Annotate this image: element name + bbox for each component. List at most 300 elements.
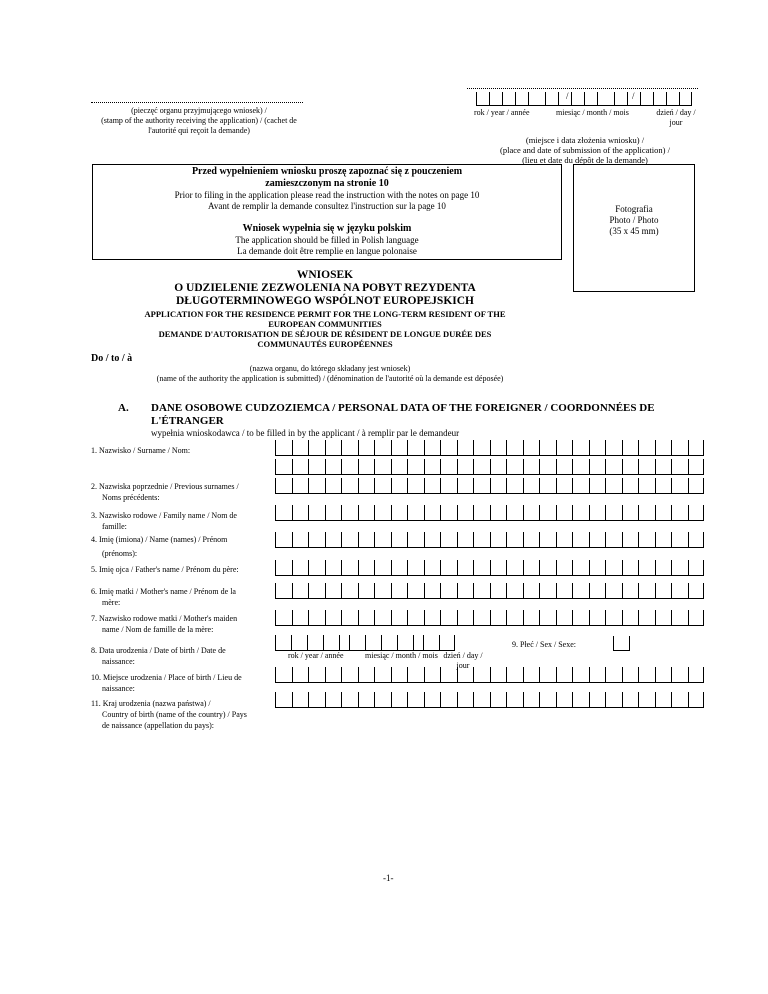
char-cell[interactable]	[424, 440, 441, 456]
char-cell[interactable]	[391, 583, 408, 599]
char-cell[interactable]	[523, 440, 540, 456]
char-cell[interactable]	[688, 692, 705, 708]
char-cell[interactable]	[506, 505, 523, 521]
sex-input[interactable]	[613, 636, 630, 651]
char-cell[interactable]	[688, 532, 705, 548]
char-cell[interactable]	[688, 459, 705, 475]
char-cell[interactable]	[308, 478, 325, 494]
char-cell[interactable]	[556, 505, 573, 521]
char-cell[interactable]	[292, 692, 309, 708]
char-cell[interactable]	[589, 610, 606, 626]
char-cell[interactable]	[308, 560, 325, 576]
char-cell[interactable]	[424, 692, 441, 708]
date-cell[interactable]	[307, 635, 323, 651]
char-cell[interactable]	[572, 440, 589, 456]
char-cell[interactable]	[589, 478, 606, 494]
char-cell[interactable]	[292, 459, 309, 475]
char-cell[interactable]	[308, 610, 325, 626]
char-cell[interactable]	[292, 583, 309, 599]
char-cell[interactable]	[358, 478, 375, 494]
char-cell[interactable]	[275, 532, 292, 548]
char-cell[interactable]	[622, 583, 639, 599]
char-cell[interactable]	[473, 532, 490, 548]
language-notice-en: The application should be filled in Polish language	[235, 235, 419, 245]
char-cell[interactable]	[490, 560, 507, 576]
char-cell[interactable]	[638, 610, 655, 626]
char-cell[interactable]	[688, 505, 705, 521]
char-cell[interactable]	[440, 532, 457, 548]
char-cell[interactable]	[523, 692, 540, 708]
surname-cells-2[interactable]	[275, 459, 704, 475]
char-cell[interactable]	[572, 532, 589, 548]
char-cell[interactable]	[523, 667, 540, 683]
char-cell[interactable]	[688, 560, 705, 576]
char-cell[interactable]	[605, 440, 622, 456]
char-cell[interactable]	[341, 692, 358, 708]
char-cell[interactable]	[407, 667, 424, 683]
section-a-heading-2: L'ÉTRANGER	[151, 415, 224, 427]
char-cell[interactable]	[325, 440, 342, 456]
char-cell[interactable]	[523, 505, 540, 521]
char-cell[interactable]	[556, 667, 573, 683]
char-cell[interactable]	[341, 610, 358, 626]
char-cell[interactable]	[589, 583, 606, 599]
char-cell[interactable]	[391, 459, 408, 475]
char-cell[interactable]	[655, 560, 672, 576]
char-cell[interactable]	[440, 505, 457, 521]
char-cell[interactable]	[572, 610, 589, 626]
char-cell[interactable]	[671, 478, 688, 494]
char-cell[interactable]	[457, 532, 474, 548]
char-cell[interactable]	[523, 583, 540, 599]
char-cell[interactable]	[457, 505, 474, 521]
char-cell[interactable]	[622, 440, 639, 456]
char-cell[interactable]	[325, 505, 342, 521]
char-cell[interactable]	[308, 440, 325, 456]
char-cell[interactable]	[556, 692, 573, 708]
char-cell[interactable]	[490, 583, 507, 599]
char-cell[interactable]	[473, 459, 490, 475]
char-cell[interactable]	[473, 478, 490, 494]
char-cell[interactable]	[605, 610, 622, 626]
char-cell[interactable]	[457, 560, 474, 576]
char-cell[interactable]	[391, 505, 408, 521]
char-cell[interactable]	[424, 505, 441, 521]
char-cell[interactable]	[572, 692, 589, 708]
char-cell[interactable]	[506, 692, 523, 708]
char-cell[interactable]	[556, 459, 573, 475]
char-cell[interactable]	[374, 583, 391, 599]
char-cell[interactable]	[325, 692, 342, 708]
stamp-caption	[88, 106, 310, 136]
char-cell[interactable]	[374, 532, 391, 548]
char-cell[interactable]	[572, 459, 589, 475]
char-cell[interactable]	[572, 667, 589, 683]
char-cell[interactable]	[358, 583, 375, 599]
char-cell[interactable]	[358, 667, 375, 683]
char-cell[interactable]	[605, 532, 622, 548]
char-cell[interactable]	[490, 532, 507, 548]
char-cell[interactable]	[638, 692, 655, 708]
char-cell[interactable]	[457, 440, 474, 456]
char-cell[interactable]	[671, 560, 688, 576]
char-cell[interactable]	[374, 667, 391, 683]
char-cell[interactable]	[391, 667, 408, 683]
char-cell[interactable]	[655, 440, 672, 456]
char-cell[interactable]	[292, 560, 309, 576]
char-cell[interactable]	[473, 583, 490, 599]
char-cell[interactable]	[638, 505, 655, 521]
char-cell[interactable]	[341, 478, 358, 494]
char-cell[interactable]	[440, 478, 457, 494]
char-cell[interactable]	[605, 478, 622, 494]
birth-day-label-1: dzień / day /	[443, 651, 483, 660]
char-cell[interactable]	[424, 583, 441, 599]
char-cell[interactable]	[407, 692, 424, 708]
char-cell[interactable]	[308, 692, 325, 708]
char-cell[interactable]	[358, 532, 375, 548]
char-cell[interactable]	[407, 532, 424, 548]
char-cell[interactable]	[424, 478, 441, 494]
char-cell[interactable]	[358, 692, 375, 708]
char-cell[interactable]	[605, 583, 622, 599]
char-cell[interactable]	[341, 667, 358, 683]
char-cell[interactable]	[490, 667, 507, 683]
char-cell[interactable]	[407, 610, 424, 626]
char-cell[interactable]	[440, 692, 457, 708]
char-cell[interactable]	[638, 532, 655, 548]
date-cell[interactable]	[291, 635, 307, 651]
char-cell[interactable]	[671, 505, 688, 521]
country-of-birth-cells[interactable]	[275, 692, 704, 708]
date-cell[interactable]	[339, 635, 349, 651]
char-cell[interactable]	[374, 505, 391, 521]
char-cell[interactable]	[292, 532, 309, 548]
char-cell[interactable]	[572, 505, 589, 521]
char-cell[interactable]	[589, 692, 606, 708]
char-cell[interactable]	[440, 440, 457, 456]
char-cell[interactable]	[572, 583, 589, 599]
field-label-mother	[91, 586, 261, 608]
date-cell[interactable]	[349, 635, 365, 651]
surname-cells-1[interactable]	[275, 440, 704, 456]
char-cell[interactable]	[523, 532, 540, 548]
char-cell[interactable]	[490, 459, 507, 475]
char-cell[interactable]	[391, 440, 408, 456]
form-title-en-1: APPLICATION FOR THE RESIDENCE PERMIT FOR THE LONG-TERM RESIDENT OF THE	[144, 309, 506, 319]
char-cell[interactable]	[275, 667, 292, 683]
char-cell[interactable]	[374, 459, 391, 475]
char-cell[interactable]	[374, 610, 391, 626]
char-cell[interactable]	[556, 560, 573, 576]
char-cell[interactable]	[539, 459, 556, 475]
char-cell[interactable]	[473, 440, 490, 456]
char-cell[interactable]	[275, 459, 292, 475]
char-cell[interactable]	[638, 667, 655, 683]
char-cell[interactable]	[325, 532, 342, 548]
char-cell[interactable]	[457, 610, 474, 626]
char-cell[interactable]	[638, 560, 655, 576]
submission-date-cells[interactable]	[476, 92, 692, 106]
char-cell[interactable]	[671, 440, 688, 456]
char-cell[interactable]	[589, 440, 606, 456]
char-cell[interactable]	[308, 583, 325, 599]
char-cell[interactable]	[605, 692, 622, 708]
previous-surnames-cells[interactable]	[275, 478, 704, 494]
char-cell[interactable]	[589, 560, 606, 576]
char-cell[interactable]	[638, 440, 655, 456]
char-cell[interactable]	[341, 459, 358, 475]
char-cell[interactable]	[605, 459, 622, 475]
char-cell[interactable]	[589, 532, 606, 548]
char-cell[interactable]	[506, 532, 523, 548]
char-cell[interactable]	[589, 505, 606, 521]
char-cell[interactable]	[622, 610, 639, 626]
char-cell[interactable]	[655, 505, 672, 521]
char-cell[interactable]	[539, 610, 556, 626]
char-cell[interactable]	[275, 440, 292, 456]
char-cell[interactable]	[638, 459, 655, 475]
char-cell[interactable]	[407, 560, 424, 576]
char-cell[interactable]	[671, 459, 688, 475]
char-cell[interactable]	[688, 478, 705, 494]
char-cell[interactable]	[688, 610, 705, 626]
char-cell[interactable]	[490, 610, 507, 626]
char-cell[interactable]	[589, 667, 606, 683]
field-label-country-of-birth-text: 11. Kraj urodzenia (nazwa państwa) /	[91, 699, 211, 708]
names-cells[interactable]	[275, 532, 704, 548]
char-cell[interactable]	[275, 583, 292, 599]
char-cell[interactable]	[391, 532, 408, 548]
char-cell[interactable]	[655, 667, 672, 683]
char-cell[interactable]	[622, 667, 639, 683]
char-cell[interactable]	[440, 583, 457, 599]
char-cell[interactable]	[341, 560, 358, 576]
char-cell[interactable]	[341, 505, 358, 521]
char-cell[interactable]	[391, 692, 408, 708]
char-cell[interactable]	[308, 667, 325, 683]
char-cell[interactable]	[506, 610, 523, 626]
char-cell[interactable]	[325, 610, 342, 626]
char-cell[interactable]	[556, 478, 573, 494]
char-cell[interactable]	[358, 440, 375, 456]
char-cell[interactable]	[341, 440, 358, 456]
char-cell[interactable]	[605, 667, 622, 683]
char-cell[interactable]	[539, 692, 556, 708]
char-cell[interactable]	[556, 583, 573, 599]
char-cell[interactable]	[638, 478, 655, 494]
char-cell[interactable]	[407, 505, 424, 521]
notice-title-line1: Przed wypełnieniem wniosku proszę zapoznać się z pouczeniem	[191, 166, 463, 177]
char-cell[interactable]	[275, 610, 292, 626]
char-cell[interactable]	[308, 459, 325, 475]
char-cell[interactable]	[589, 459, 606, 475]
char-cell[interactable]	[440, 610, 457, 626]
char-cell[interactable]	[671, 667, 688, 683]
field-label-birthplace-text: 10. Miejsce urodzenia / Place of birth / Lieu de	[91, 673, 242, 682]
char-cell[interactable]	[440, 560, 457, 576]
char-cell[interactable]	[374, 692, 391, 708]
char-cell[interactable]	[655, 583, 672, 599]
char-cell[interactable]	[506, 560, 523, 576]
date-cell[interactable]	[397, 635, 413, 651]
char-cell[interactable]	[605, 505, 622, 521]
date-cell[interactable]	[423, 635, 439, 651]
char-cell[interactable]	[440, 459, 457, 475]
char-cell[interactable]	[407, 440, 424, 456]
char-cell[interactable]	[325, 560, 342, 576]
char-cell[interactable]	[506, 440, 523, 456]
char-cell[interactable]	[292, 440, 309, 456]
section-a-heading-1: DANE OSOBOWE CUDZOZIEMCA / PERSONAL DATA OF THE FOREIGNER / COORDONNÉES DE	[151, 402, 655, 414]
char-cell[interactable]	[539, 505, 556, 521]
char-cell[interactable]	[407, 459, 424, 475]
char-cell[interactable]	[671, 692, 688, 708]
char-cell[interactable]	[523, 459, 540, 475]
field-label-family-name-sub: famille:	[102, 522, 127, 531]
birth-date-cells[interactable]	[275, 635, 455, 651]
char-cell[interactable]	[655, 692, 672, 708]
char-cell[interactable]	[374, 440, 391, 456]
stamp-caption-en: (stamp of the authority receiving the application) / (cachet de	[101, 116, 297, 125]
char-cell[interactable]	[275, 478, 292, 494]
field-label-mother-sub: mère:	[102, 598, 121, 607]
char-cell[interactable]	[424, 532, 441, 548]
char-cell[interactable]	[292, 667, 309, 683]
date-cell[interactable]	[381, 635, 397, 651]
char-cell[interactable]	[605, 560, 622, 576]
char-cell[interactable]	[473, 692, 490, 708]
char-cell[interactable]	[473, 505, 490, 521]
char-cell[interactable]	[490, 692, 507, 708]
char-cell[interactable]	[506, 583, 523, 599]
date-cell[interactable]	[275, 635, 291, 651]
char-cell[interactable]	[292, 505, 309, 521]
char-cell[interactable]	[622, 478, 639, 494]
char-cell[interactable]	[539, 532, 556, 548]
char-cell[interactable]	[407, 583, 424, 599]
char-cell[interactable]	[341, 532, 358, 548]
char-cell[interactable]	[473, 560, 490, 576]
char-cell[interactable]	[572, 560, 589, 576]
char-cell[interactable]	[688, 667, 705, 683]
char-cell[interactable]	[688, 583, 705, 599]
char-cell[interactable]	[556, 610, 573, 626]
char-cell[interactable]	[325, 583, 342, 599]
char-cell[interactable]	[308, 505, 325, 521]
char-cell[interactable]	[308, 532, 325, 548]
char-cell[interactable]	[572, 478, 589, 494]
char-cell[interactable]	[358, 560, 375, 576]
date-cell[interactable]	[365, 635, 381, 651]
char-cell[interactable]	[539, 440, 556, 456]
char-cell[interactable]	[473, 610, 490, 626]
char-cell[interactable]	[424, 610, 441, 626]
family-name-cells[interactable]	[275, 505, 704, 521]
char-cell[interactable]	[655, 610, 672, 626]
mother-name-cells[interactable]	[275, 583, 704, 599]
char-cell[interactable]	[457, 583, 474, 599]
char-cell[interactable]	[325, 478, 342, 494]
place-date-en: (place and date of submission of the application) /	[500, 145, 670, 155]
char-cell[interactable]	[358, 505, 375, 521]
char-cell[interactable]	[523, 560, 540, 576]
char-cell[interactable]	[275, 505, 292, 521]
char-cell[interactable]	[391, 560, 408, 576]
birthplace-cells[interactable]	[275, 667, 704, 683]
char-cell[interactable]	[341, 583, 358, 599]
char-cell[interactable]	[556, 440, 573, 456]
char-cell[interactable]	[490, 440, 507, 456]
char-cell[interactable]	[457, 478, 474, 494]
char-cell[interactable]	[671, 532, 688, 548]
char-cell[interactable]	[671, 610, 688, 626]
char-cell[interactable]	[523, 478, 540, 494]
char-cell[interactable]	[374, 478, 391, 494]
char-cell[interactable]	[506, 667, 523, 683]
char-cell[interactable]	[325, 667, 342, 683]
char-cell[interactable]	[457, 459, 474, 475]
char-cell[interactable]	[622, 532, 639, 548]
char-cell[interactable]	[275, 692, 292, 708]
char-cell[interactable]	[275, 560, 292, 576]
char-cell[interactable]	[490, 478, 507, 494]
char-cell[interactable]	[391, 478, 408, 494]
char-cell[interactable]	[688, 440, 705, 456]
char-cell[interactable]	[391, 610, 408, 626]
char-cell[interactable]	[292, 478, 309, 494]
char-cell[interactable]	[655, 459, 672, 475]
char-cell[interactable]	[374, 560, 391, 576]
char-cell[interactable]	[655, 532, 672, 548]
char-cell[interactable]	[358, 610, 375, 626]
char-cell[interactable]	[358, 459, 375, 475]
date-cell[interactable]	[323, 635, 339, 651]
char-cell[interactable]	[490, 505, 507, 521]
char-cell[interactable]	[539, 667, 556, 683]
date-cell[interactable]	[413, 635, 423, 651]
char-cell[interactable]	[622, 505, 639, 521]
char-cell[interactable]	[539, 583, 556, 599]
field-label-mother-text: 6. Imię matki / Mother's name / Prénom de la	[91, 587, 236, 596]
father-name-cells[interactable]	[275, 560, 704, 576]
char-cell[interactable]	[671, 583, 688, 599]
char-cell[interactable]	[523, 610, 540, 626]
char-cell[interactable]	[622, 692, 639, 708]
field-label-previous-surnames	[91, 481, 261, 503]
char-cell[interactable]	[506, 478, 523, 494]
char-cell[interactable]	[539, 478, 556, 494]
field-label-birthplace-sub: naissance:	[102, 684, 135, 693]
char-cell[interactable]	[292, 610, 309, 626]
char-cell[interactable]	[622, 459, 639, 475]
char-cell[interactable]	[655, 478, 672, 494]
char-cell[interactable]	[457, 692, 474, 708]
date-cell[interactable]	[439, 635, 455, 651]
char-cell[interactable]	[556, 532, 573, 548]
char-cell[interactable]	[424, 459, 441, 475]
char-cell[interactable]	[638, 583, 655, 599]
char-cell[interactable]	[424, 560, 441, 576]
char-cell[interactable]	[407, 478, 424, 494]
photo-box[interactable]	[573, 164, 695, 292]
mother-maiden-cells[interactable]	[275, 610, 704, 626]
char-cell[interactable]	[622, 560, 639, 576]
char-cell[interactable]	[325, 459, 342, 475]
field-label-mother-maiden-text: 7. Nazwisko rodowe matki / Mother's maiden	[91, 614, 238, 623]
char-cell[interactable]	[539, 560, 556, 576]
char-cell[interactable]	[506, 459, 523, 475]
